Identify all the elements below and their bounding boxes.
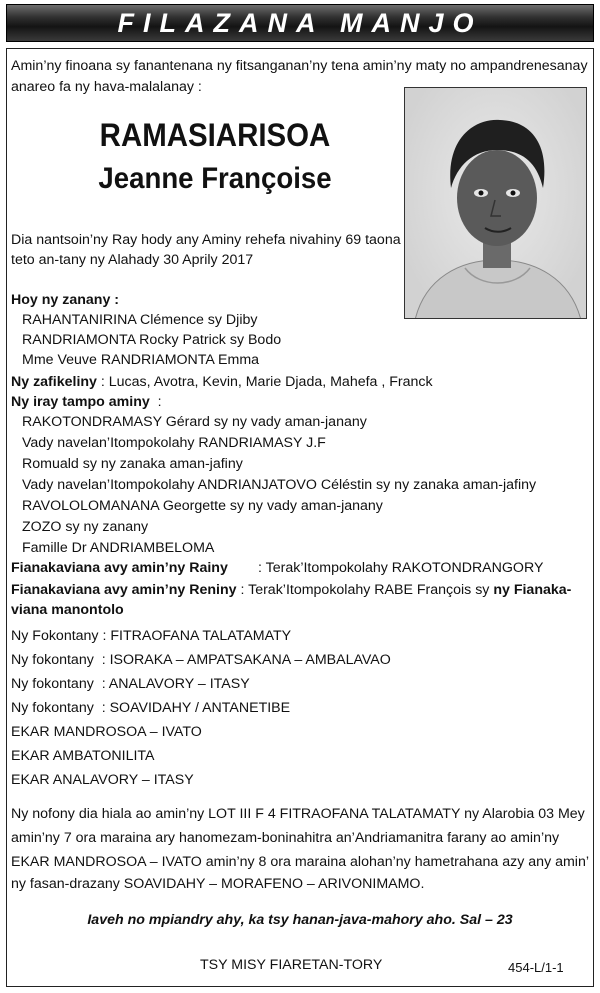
header-banner (6, 4, 594, 42)
reference-code: 454-L/1-1 (508, 960, 564, 975)
deceased-surname: RAMASIARISOA (99, 117, 331, 153)
portrait-icon (405, 88, 587, 319)
portrait-photo (404, 87, 587, 319)
intro-line-2: anareo fa ny hava-malalanay : (11, 79, 202, 95)
relatives-colon: : (149, 394, 162, 410)
relative-item: Famille Dr ANDRIAMBELOMA (22, 540, 215, 556)
siblings-label: Hoy ny zanany : (11, 292, 120, 308)
community-item: Ny fokontany : SOAVIDAHY / ANTANETIBE (11, 700, 291, 716)
community-item: Ny fokontany : ISORAKA – AMPATSAKANA – AMBALAVAO (11, 652, 391, 668)
relative-item: ZOZO sy ny zanany (22, 519, 149, 535)
death-notice-line-2: teto an-tany ny Alahady 30 Aprily 2017 (11, 252, 254, 268)
inlaws-reniny-tail-1: ny Fianaka- (493, 582, 572, 598)
community-item: EKAR AMBATONILITA (11, 748, 155, 764)
sibling-item: RANDRIAMONTA Rocky Patrick sy Bodo (22, 332, 282, 348)
inlaws-reniny-value: : Terak’Itompokolahy RABE François sy (236, 582, 494, 598)
funeral-line-1: Ny nofony dia hiala ao amin’ny LOT III F 4 FITRAOFANA TALATAMATY ny Alarobia 03 Mey (11, 806, 585, 822)
funeral-line-3: EKAR MANDROSOA – IVATO amin’ny 8 ora maraina alohan’ny hametrahana azy any amin’ (11, 854, 590, 870)
relative-item: Vady navelan’Itompokolahy ANDRIANJATOVO Céléstin sy ny zanaka aman-jafiny (22, 477, 537, 493)
relative-item: Vady navelan’Itompokolahy RANDRIAMASY J.F (22, 435, 326, 451)
funeral-line-4: ny fasan-drazany SOAVIDAHY – MORAFENO – ARIVONIMAMO. (11, 876, 425, 892)
inlaws-reniny-label: Fianakaviana avy amin’ny Reniny (11, 582, 237, 598)
community-item: EKAR MANDROSOA – IVATO (11, 724, 202, 740)
community-item: Ny Fokontany : FITRAOFANA TALATAMATY (11, 628, 292, 644)
relative-item: RAKOTONDRAMASY Gérard sy ny vady aman-janany (22, 414, 367, 430)
relatives-label: Ny iray tampo aminy (11, 394, 150, 410)
inlaws-rainy-label: Fianakaviana avy amin’ny Rainy (11, 560, 228, 576)
deceased-given-names: Jeanne Françoise (98, 162, 332, 195)
relative-item: Romuald sy ny zanaka aman-jafiny (22, 456, 243, 472)
relative-item: RAVOLOLOMANANA Georgette sy ny vady aman-janany (22, 498, 383, 514)
intro-line-1: Amin’ny finoana sy fanantenana ny fitsanganan’ny tena amin’ny maty no ampandrenesanay (11, 58, 588, 74)
grandchildren-label: Ny zafikeliny (11, 374, 97, 390)
inlaws-rainy-line (11, 558, 228, 578)
sibling-item: RAHANTANIRINA Clémence sy Djiby (22, 312, 258, 328)
bible-verse: Iaveh no mpiandry ahy, ka tsy hanan-java-mahory aho. Sal – 23 (87, 912, 513, 928)
inlaws-reniny-tail-2: viana manontolo (11, 602, 124, 618)
funeral-line-2: amin’ny 7 ora maraina ary hanomezam-boninahitra an’Andriamanitra farany ao amin’ny (11, 830, 560, 846)
header-title: FILAZANA MANJO (117, 7, 483, 38)
inlaws-rainy-value: : Terak’Itompokolahy RAKOTONDRANGORY (258, 560, 544, 576)
grandchildren-names: : Lucas, Avotra, Kevin, Marie Djada, Mahefa , Franck (96, 374, 433, 390)
no-wake-notice: TSY MISY FIARETAN-TORY (200, 957, 383, 973)
grandchildren-line (11, 372, 433, 392)
death-notice-line-1: Dia nantsoin’ny Ray hody any Aminy rehefa nivahiny 69 taona (11, 232, 401, 248)
sibling-item: Mme Veuve RANDRIAMONTA Emma (22, 352, 260, 368)
community-item: EKAR ANALAVORY – ITASY (11, 772, 194, 788)
inlaws-reniny-line (11, 580, 571, 600)
relatives-line (11, 392, 162, 412)
community-item: Ny fokontany : ANALAVORY – ITASY (11, 676, 250, 692)
